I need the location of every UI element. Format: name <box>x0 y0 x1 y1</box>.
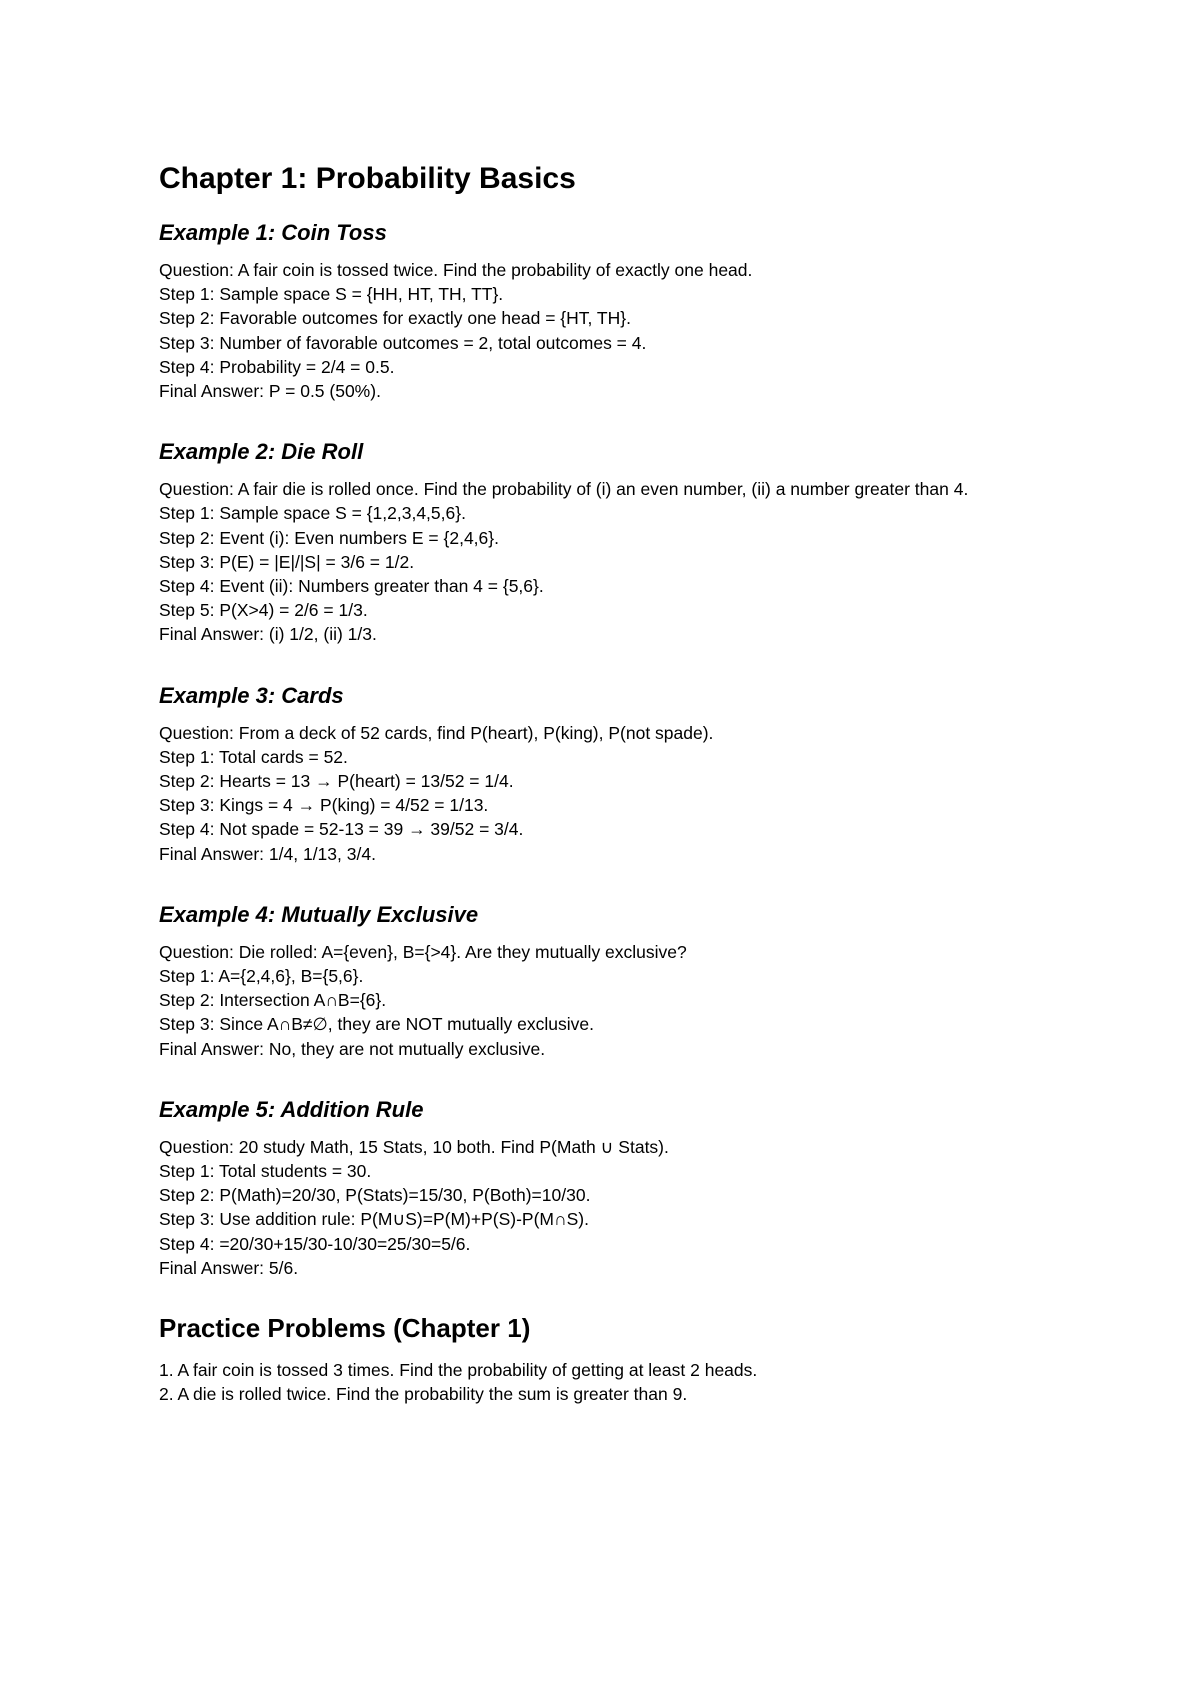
step-line: Step 1: Total students = 30. <box>159 1161 372 1182</box>
question-line: Question: 20 study Math, 15 Stats, 10 both. Find P(Math ∪ Stats). <box>159 1136 669 1157</box>
final-answer-line: Final Answer: No, they are not mutually exclusive. <box>159 1038 546 1059</box>
final-answer-line: Final Answer: P = 0.5 (50%). <box>159 381 381 402</box>
chapter-title: Chapter 1: Probability Basics <box>159 162 576 195</box>
step-line: Step 2: Favorable outcomes for exactly one head = {HT, TH}. <box>159 308 631 329</box>
step-line: Step 3: P(E) = |E|/|S| = 3/6 = 1/2. <box>159 551 415 572</box>
example-title: Example 4: Mutually Exclusive <box>159 901 479 927</box>
step-line: Step 3: Use addition rule: P(M∪S)=P(M)+P(S)-P(M∩S). <box>159 1209 589 1230</box>
question-line: Question: Die rolled: A={even}, B={>4}. Are they mutually exclusive? <box>159 941 687 962</box>
example-title: Example 1: Coin Toss <box>159 220 387 245</box>
example-4 <box>159 900 1059 1061</box>
example-title: Example 2: Die Roll <box>159 439 364 465</box>
practice-item: 1. A fair coin is tossed 3 times. Find the probability of getting at least 2 heads. <box>159 1360 758 1381</box>
example-1 <box>159 218 1059 403</box>
final-answer-line: Final Answer: 1/4, 1/13, 3/4. <box>159 843 376 864</box>
practice-item: 2. A die is rolled twice. Find the probability the sum is greater than 9. <box>159 1384 688 1405</box>
step-line: Step 3: Since A∩B≠∅, they are NOT mutually exclusive. <box>159 1014 594 1035</box>
step-line: Step 3: Kings = 4 → P(king) = 4/52 = 1/13. <box>159 795 489 816</box>
step-line: Step 4: =20/30+15/30-10/30=25/30=5/6. <box>159 1233 471 1254</box>
final-answer-line: Final Answer: 5/6. <box>159 1257 299 1278</box>
step-line: Step 2: Event (i): Even numbers E = {2,4,6}. <box>159 527 499 548</box>
practice-title: Practice Problems (Chapter 1) <box>159 1313 531 1344</box>
example-title: Example 3: Cards <box>159 682 344 708</box>
question-line: Question: A fair die is rolled once. Find the probability of (i) an even number, (ii) a number greater than 4. <box>159 479 969 500</box>
example-3 <box>159 681 1059 866</box>
example-5 <box>159 1095 1059 1280</box>
step-line: Step 2: P(Math)=20/30, P(Stats)=15/30, P(Both)=10/30. <box>159 1185 591 1206</box>
step-line: Step 5: P(X>4) = 2/6 = 1/3. <box>159 600 368 621</box>
step-line: Step 1: Sample space S = {1,2,3,4,5,6}. <box>159 503 466 524</box>
step-line: Step 4: Probability = 2/4 = 0.5. <box>159 356 395 377</box>
step-line: Step 4: Event (ii): Numbers greater than 4 = {5,6}. <box>159 576 544 597</box>
question-line: Question: A fair coin is tossed twice. Find the probability of exactly one head. <box>159 260 753 280</box>
step-line: Step 2: Intersection A∩B={6}. <box>159 990 387 1011</box>
question-line: Question: From a deck of 52 cards, find P(heart), P(king), P(not spade). <box>159 722 714 743</box>
example-2 <box>159 437 1059 646</box>
document-page <box>159 158 1059 1407</box>
step-line: Step 3: Number of favorable outcomes = 2, total outcomes = 4. <box>159 332 647 353</box>
step-line: Step 1: Sample space S = {HH, HT, TH, TT}. <box>159 284 504 305</box>
step-line: Step 1: Total cards = 52. <box>159 746 348 767</box>
practice-problems <box>159 1310 1059 1406</box>
final-answer-line: Final Answer: (i) 1/2, (ii) 1/3. <box>159 624 377 645</box>
example-title: Example 5: Addition Rule <box>159 1096 424 1122</box>
step-line: Step 2: Hearts = 13 → P(heart) = 13/52 = 1/4. <box>159 771 514 792</box>
step-line: Step 4: Not spade = 52-13 = 39 → 39/52 = 3/4. <box>159 819 524 840</box>
step-line: Step 1: A={2,4,6}, B={5,6}. <box>159 966 364 987</box>
